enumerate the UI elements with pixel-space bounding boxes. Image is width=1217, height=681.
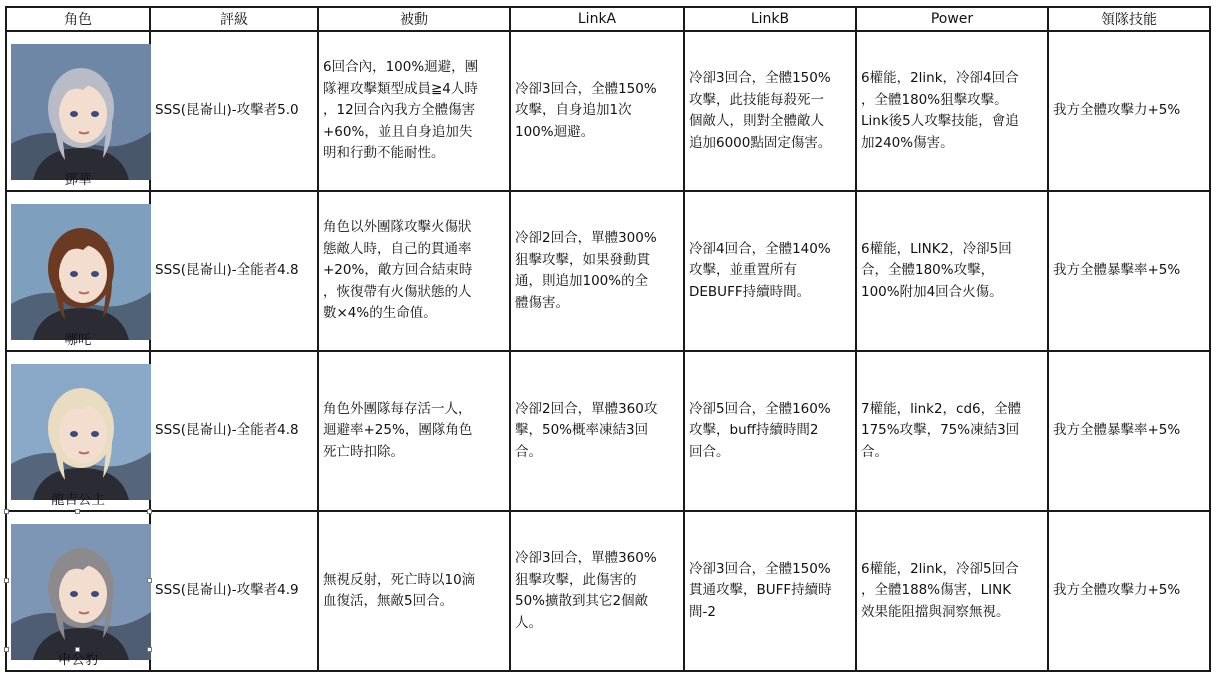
selection-handle-top-right[interactable] bbox=[147, 509, 152, 514]
linkb-cell[interactable]: 冷卻5回合，全體160% 攻擊，buff持續時間2 回合。 bbox=[684, 351, 856, 511]
selection-handle-top-left[interactable] bbox=[4, 509, 9, 514]
character-portrait bbox=[11, 204, 151, 340]
character-name: 鄧華 bbox=[64, 172, 92, 188]
header-character[interactable]: 角色 bbox=[6, 7, 150, 31]
header-rating[interactable]: 評級 bbox=[150, 7, 318, 31]
table-row bbox=[6, 351, 1210, 511]
passive-cell[interactable]: 角色外團隊每存活一人， 迴避率+25%，團隊角色 死亡時扣除。 bbox=[318, 351, 510, 511]
power-cell[interactable]: 6權能，2link，冷卻5回合 ，全體188%傷害，LINK 效果能阻擋與洞察無視。 bbox=[856, 511, 1048, 671]
table-row bbox=[6, 31, 1210, 191]
header-row bbox=[6, 7, 1210, 31]
leader-skill-cell[interactable]: 我方全體攻擊力+5% bbox=[1048, 511, 1210, 671]
character-portrait bbox=[11, 524, 151, 660]
character-portrait bbox=[11, 44, 151, 180]
character-cell[interactable] bbox=[6, 191, 150, 351]
table-row bbox=[6, 511, 1210, 671]
selection-handle-bottom-middle[interactable] bbox=[75, 647, 80, 652]
character-name: 龍吉公主 bbox=[51, 492, 105, 508]
character-portrait bbox=[11, 364, 151, 500]
power-cell[interactable]: 7權能，link2，cd6，全體 175%攻擊，75%凍結3回 合。 bbox=[856, 351, 1048, 511]
rating-cell[interactable]: SSS(昆崙山)-全能者4.8 bbox=[150, 191, 318, 351]
rating-cell[interactable]: SSS(昆崙山)-攻擊者4.9 bbox=[150, 511, 318, 671]
selection-handle-top-middle[interactable] bbox=[75, 509, 80, 514]
header-passive[interactable]: 被動 bbox=[318, 7, 510, 31]
leader-skill-cell[interactable]: 我方全體攻擊力+5% bbox=[1048, 31, 1210, 191]
character-cell[interactable] bbox=[6, 31, 150, 191]
header-linkb[interactable]: LinkB bbox=[684, 7, 856, 31]
linkb-cell[interactable]: 冷卻4回合，全體140% 攻擊，並重置所有 DEBUFF持續時間。 bbox=[684, 191, 856, 351]
character-name: 哪吒 bbox=[64, 332, 92, 348]
selection-handle-middle-right[interactable] bbox=[147, 578, 152, 583]
passive-cell[interactable]: 無視反射，死亡時以10滴 血復活，無敵5回合。 bbox=[318, 511, 510, 671]
character-table bbox=[5, 6, 1211, 672]
passive-cell[interactable]: 6回合內，100%迴避，團 隊裡攻擊類型成員≧4人時 ，12回合內我方全體傷害 +60%，並且自身追加失 明和行動不能耐性。 bbox=[318, 31, 510, 191]
linkb-cell[interactable]: 冷卻3回合，全體150% 攻擊，此技能每殺死一 個敵人，則對全體敵人 追加6000點固定傷害。 bbox=[684, 31, 856, 191]
header-leader-skill[interactable]: 領隊技能 bbox=[1048, 7, 1210, 31]
character-name: 申公豹 bbox=[57, 652, 99, 668]
header-linka[interactable]: LinkA bbox=[510, 7, 684, 31]
selection-handle-bottom-right[interactable] bbox=[147, 647, 152, 652]
leader-skill-cell[interactable]: 我方全體暴擊率+5% bbox=[1048, 351, 1210, 511]
character-cell[interactable] bbox=[6, 511, 150, 671]
linka-cell[interactable]: 冷卻3回合，單體360% 狙擊攻擊，此傷害的 50%擴散到其它2個敵 人。 bbox=[510, 511, 684, 671]
power-cell[interactable]: 6權能，2link，冷卻4回合 ，全體180%狙擊攻擊。 Link後5人攻擊技能，會追 加240%傷害。 bbox=[856, 31, 1048, 191]
selection-handle-bottom-left[interactable] bbox=[4, 647, 9, 652]
rating-cell[interactable]: SSS(昆崙山)-攻擊者5.0 bbox=[150, 31, 318, 191]
linkb-cell[interactable]: 冷卻3回合，全體150% 貫通攻擊，BUFF持續時 間-2 bbox=[684, 511, 856, 671]
linka-cell[interactable]: 冷卻2回合，單體300% 狙擊攻擊，如果發動貫 通，則追加100%的全 體傷害。 bbox=[510, 191, 684, 351]
linka-cell[interactable]: 冷卻2回合，單體360攻 擊，50%概率凍結3回 合。 bbox=[510, 351, 684, 511]
leader-skill-cell[interactable]: 我方全體暴擊率+5% bbox=[1048, 191, 1210, 351]
rating-cell[interactable]: SSS(昆崙山)-全能者4.8 bbox=[150, 351, 318, 511]
table-row bbox=[6, 191, 1210, 351]
header-power[interactable]: Power bbox=[856, 7, 1048, 31]
character-cell[interactable] bbox=[6, 351, 150, 511]
selection-handle-middle-left[interactable] bbox=[4, 578, 9, 583]
linka-cell[interactable]: 冷卻3回合，全體150% 攻擊，自身追加1次 100%迴避。 bbox=[510, 31, 684, 191]
passive-cell[interactable]: 角色以外團隊攻擊火傷狀 態敵人時，自己的貫通率 +20%，敵方回合結束時 ，恢復帶有火傷狀態的人 數×4%的生命值。 bbox=[318, 191, 510, 351]
power-cell[interactable]: 6權能，LINK2，冷卻5回 合，全體180%攻擊， 100%附加4回合火傷。 bbox=[856, 191, 1048, 351]
